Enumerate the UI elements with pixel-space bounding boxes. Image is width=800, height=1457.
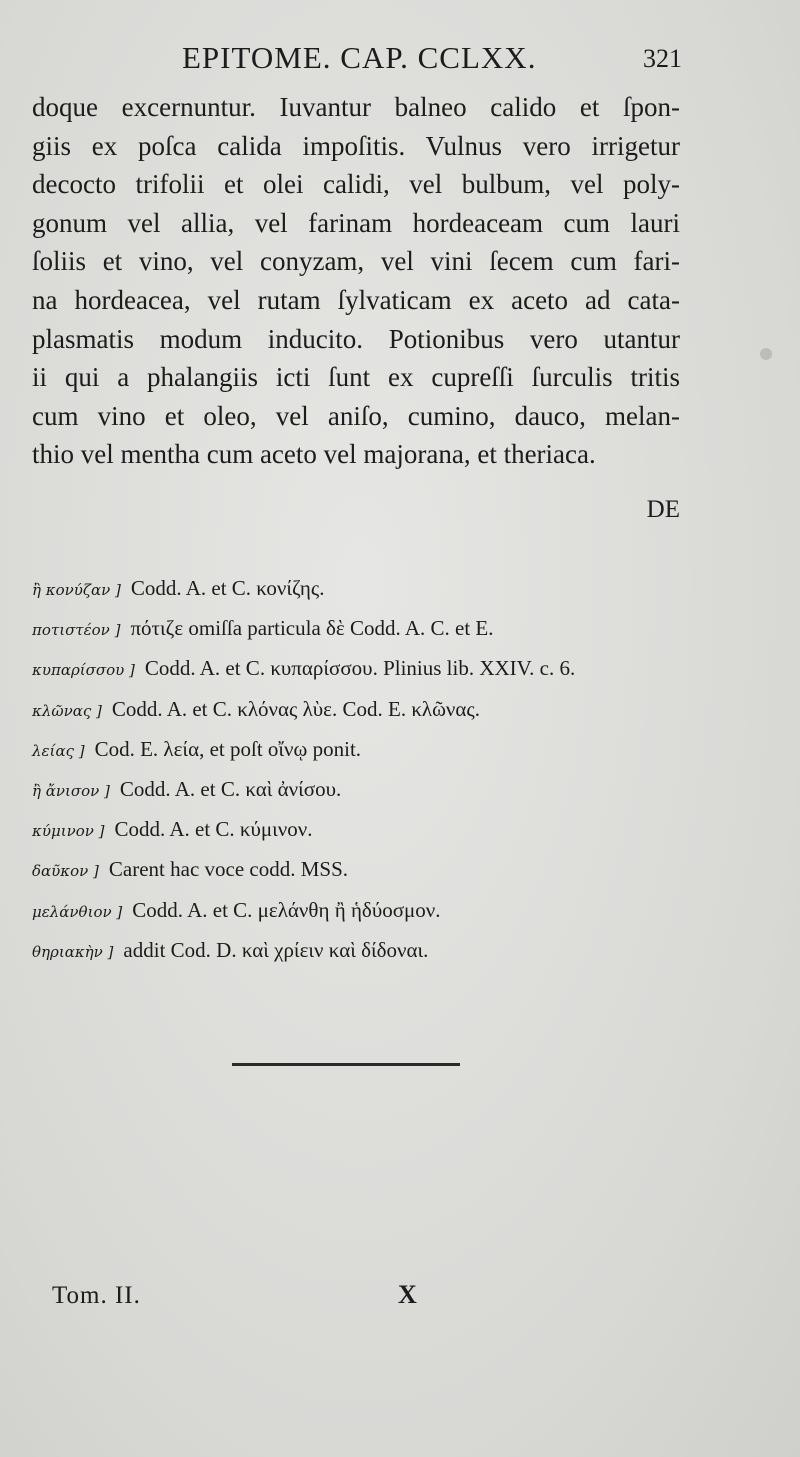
footnote — [32, 689, 652, 729]
body-line: decocto trifolii et olei calidi, vel bulbum, vel poly- — [32, 169, 680, 200]
note-lemma: ποτιστέον ] — [32, 621, 121, 640]
footnote — [32, 568, 652, 608]
note-lemma: ἢ ἄνισον ] — [32, 781, 110, 800]
footnote — [32, 809, 652, 849]
sheet-mark: X — [398, 1280, 417, 1309]
catchword: DE — [646, 496, 680, 523]
footnote — [32, 930, 652, 970]
note-text: Codd. A. et C. κονίζης. — [130, 576, 325, 600]
body-line: cum vino et oleo, vel aniſo, cumino, dauco, melan- — [32, 400, 680, 431]
note-text: Codd. A. et C. κύμινον. — [114, 817, 313, 842]
note-lemma: δαῦκον ] — [32, 862, 99, 881]
footnotes — [32, 568, 652, 970]
note-text: Codd. A. et C. μελάνθη ἢ ἡδύοσμον. — [132, 897, 441, 922]
footnote — [32, 648, 652, 688]
note-lemma: μελάνθιον ] — [32, 902, 123, 921]
note-text: Codd. A. et C. κυπαρίσσου. Plinius lib. XXIV. c. 6. — [144, 656, 576, 681]
note-text: Codd. A. et C. κλόνας λὺε. Cod. E. κλῶνας. — [111, 696, 480, 721]
body-line: gonum vel allia, vel farinam hordeaceam cum lauri — [32, 207, 680, 238]
note-lemma: κλῶνας ] — [32, 701, 102, 720]
footnote — [32, 608, 652, 648]
body-line: ii qui a phalangiis icti ſunt ex cupreſſi ſurculis tritis — [32, 362, 680, 393]
footnote — [32, 890, 652, 930]
body-line: giis ex poſca calida impoſitis. Vulnus vero irrigetur — [32, 130, 680, 161]
footnote — [32, 849, 652, 889]
end-rule — [232, 1063, 460, 1066]
note-text: addit Cod. D. καὶ χρίειν καὶ δίδοναι. — [123, 937, 429, 962]
body-line: doque excernuntur. Iuvantur balneo calido et ſpon- — [32, 92, 680, 122]
note-lemma: κυπαρίσσου ] — [32, 661, 135, 680]
note-text: πότιζε omiſſa particula δὲ Codd. A. C. et E. — [130, 616, 494, 641]
running-head — [0, 40, 800, 90]
note-lemma: κύμινον ] — [32, 822, 105, 841]
volume-signature: Tom. II. — [52, 1282, 141, 1309]
note-lemma: λείας ] — [32, 741, 85, 760]
running-title: EPITOME. CAP. CCLXX. — [182, 40, 537, 75]
page-footer — [0, 1282, 800, 1322]
note-text: Codd. A. et C. καὶ ἀνίσου. — [119, 776, 342, 801]
footnote — [32, 769, 652, 809]
footnote — [32, 729, 652, 769]
note-text: Carent hac voce codd. MSS. — [108, 857, 349, 882]
note-text: Cod. E. λεία, et poſt οἴνῳ ponit. — [94, 736, 362, 761]
note-lemma: ἢ κονύζαν ] — [32, 581, 121, 599]
note-lemma: θηριακὴν ] — [32, 942, 114, 961]
body-line: thio vel mentha cum aceto vel majorana, et theriaca. — [32, 439, 596, 470]
paper-blemish — [760, 348, 772, 360]
body-text — [32, 88, 680, 474]
body-line: plasmatis modum inducito. Potionibus vero utantur — [32, 323, 680, 354]
body-line: ſoliis et vino, vel conyzam, vel vini ſecem cum fari- — [32, 246, 680, 277]
page-number: 321 — [643, 44, 682, 73]
body-line: na hordeacea, vel rutam ſylvaticam ex aceto ad cata- — [32, 284, 680, 315]
